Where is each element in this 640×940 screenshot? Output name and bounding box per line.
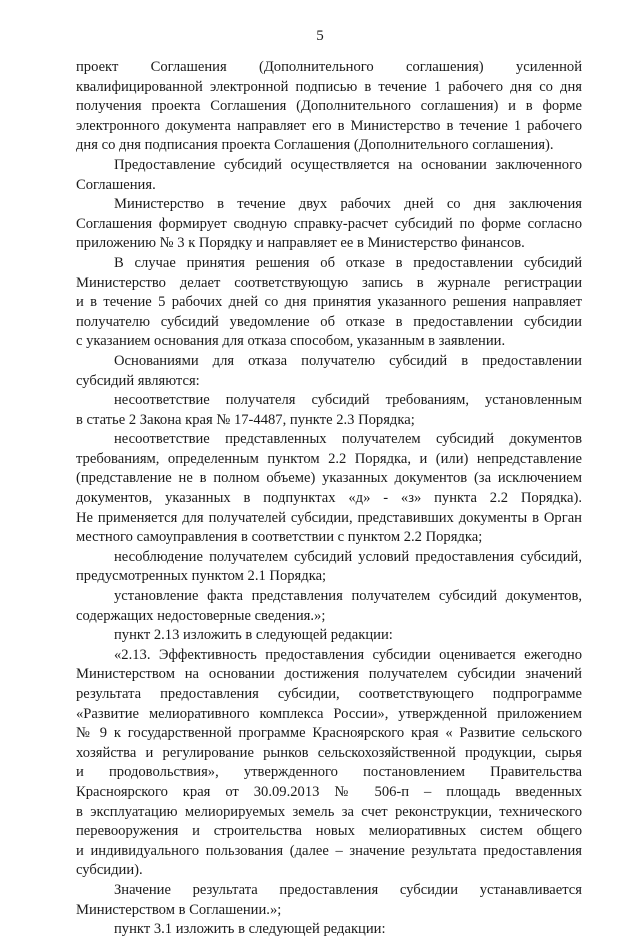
text-line: Не применяется для получателей субсидии, представивших документы в Орган bbox=[76, 509, 582, 526]
paragraph bbox=[76, 646, 582, 881]
paragraph bbox=[76, 195, 582, 254]
text-line: несоответствие представленных получателем субсидий документов bbox=[114, 431, 582, 448]
text-line: и индивидуального пользования (далее – значение результата предоставления bbox=[76, 842, 582, 859]
text-line: Красноярского края от 30.09.2013 № 506-п – площадь введенных bbox=[76, 783, 582, 800]
text-line: (представление не в полном объеме) указанных документов (за исключением bbox=[76, 470, 582, 487]
document-body bbox=[76, 58, 582, 940]
text-line: В случае принятия решения об отказе в предоставлении субсидий bbox=[114, 254, 582, 271]
text-line: пункт 3.1 изложить в следующей редакции: bbox=[114, 921, 386, 938]
text-line: предусмотренных пунктом 2.1 Порядка; bbox=[76, 568, 327, 585]
text-line: Соглашения. bbox=[76, 176, 156, 193]
text-line: Значение результата предоставления субсидии устанавливается bbox=[114, 881, 582, 898]
paragraph bbox=[76, 430, 582, 548]
text-line: Министерство делает соответствующую запись в журнале регистрации bbox=[76, 274, 582, 291]
text-line: «2.13. Эффективность предоставления субсидии оценивается ежегодно bbox=[114, 646, 582, 663]
paragraph bbox=[76, 254, 582, 352]
text-line: содержащих недостоверные сведения.»; bbox=[76, 607, 326, 624]
text-line: несоблюдение получателем субсидий условий предоставления субсидий, bbox=[114, 548, 582, 565]
paragraph bbox=[76, 58, 582, 156]
text-line: в статье 2 Закона края № 17-4487, пункте 2.3 Порядка; bbox=[76, 411, 415, 428]
text-line: Соглашения формирует сводную справку-расчет субсидий по форме согласно bbox=[76, 215, 582, 232]
text-line: и продовольствия», утвержденного постановлением Правительства bbox=[76, 764, 582, 781]
text-line: перевооружения и строительства новых мелиоративных систем общего bbox=[76, 823, 582, 840]
text-line: электронного документа направляет его в Министерство в течение 1 рабочего bbox=[76, 117, 582, 134]
paragraph bbox=[76, 352, 582, 391]
text-line: хозяйства и регулирование рынков сельскохозяйственной продукции, сырья bbox=[76, 744, 582, 761]
text-line: и в течение 5 рабочих дней со дня принятия указанного решения направляет bbox=[76, 294, 582, 311]
paragraph bbox=[76, 587, 582, 626]
text-line: квалифицированной электронной подписью в течение 1 рабочего дня со дня bbox=[76, 78, 582, 95]
text-line: требованиям, определенным пунктом 2.2 Порядка, и (или) непредставление bbox=[76, 450, 582, 467]
text-line: с указанием основания для отказа способом, указанным в заявлении. bbox=[76, 333, 506, 350]
paragraph bbox=[76, 156, 582, 195]
paragraph bbox=[76, 626, 582, 646]
text-line: в эксплуатацию мелиорируемых земель за счет реконструкции, технического bbox=[76, 803, 582, 820]
text-line: субсидий являются: bbox=[76, 372, 200, 389]
paragraph bbox=[76, 920, 582, 940]
text-line: приложению № 3 к Порядку и направляет ее в Министерство финансов. bbox=[76, 235, 525, 252]
text-line: Министерством на основании достижения получателем субсидии значений bbox=[76, 666, 582, 683]
text-line: проект Соглашения (Дополнительного соглашения) усиленной bbox=[76, 59, 582, 75]
text-line: Предоставление субсидий осуществляется на основании заключенного bbox=[114, 156, 582, 173]
paragraph bbox=[76, 548, 582, 587]
text-line: дня со дня подписания проекта Соглашения (Дополнительного соглашения). bbox=[76, 137, 554, 154]
text-line: «Развитие мелиоративного комплекса России», утвержденной приложением bbox=[76, 705, 582, 722]
text-line: результата предоставления субсидии, соответствующего подпрограмме bbox=[76, 686, 582, 702]
text-line: субсидии). bbox=[76, 862, 143, 879]
text-line: № 9 к государственной программе Красноярского края « Развитие сельского bbox=[76, 725, 582, 742]
paragraph bbox=[76, 391, 582, 430]
text-line: Министерство в течение двух рабочих дней со дня заключения bbox=[114, 196, 582, 213]
text-line: документов, указанных в подпунктах «д» - «з» пункта 2.2 Порядка). bbox=[76, 490, 582, 507]
page-number: 5 bbox=[316, 28, 324, 44]
text-line: установление факта представления получателем субсидий документов, bbox=[114, 588, 582, 605]
text-line: Основаниями для отказа получателю субсидий в предоставлении bbox=[114, 352, 582, 369]
paragraph bbox=[76, 881, 582, 920]
text-line: местного самоуправления в соответствии с пунктом 2.2 Порядка; bbox=[76, 529, 483, 546]
text-line: получателю субсидий уведомление об отказе в предоставлении субсидии bbox=[76, 313, 582, 330]
text-line: несоответствие получателя субсидий требованиям, установленным bbox=[114, 392, 582, 409]
text-line: пункт 2.13 изложить в следующей редакции: bbox=[114, 627, 393, 644]
text-line: Министерством в Соглашении.»; bbox=[76, 901, 282, 918]
text-line: получения проекта Соглашения (Дополнительного соглашения) и в форме bbox=[76, 98, 582, 115]
